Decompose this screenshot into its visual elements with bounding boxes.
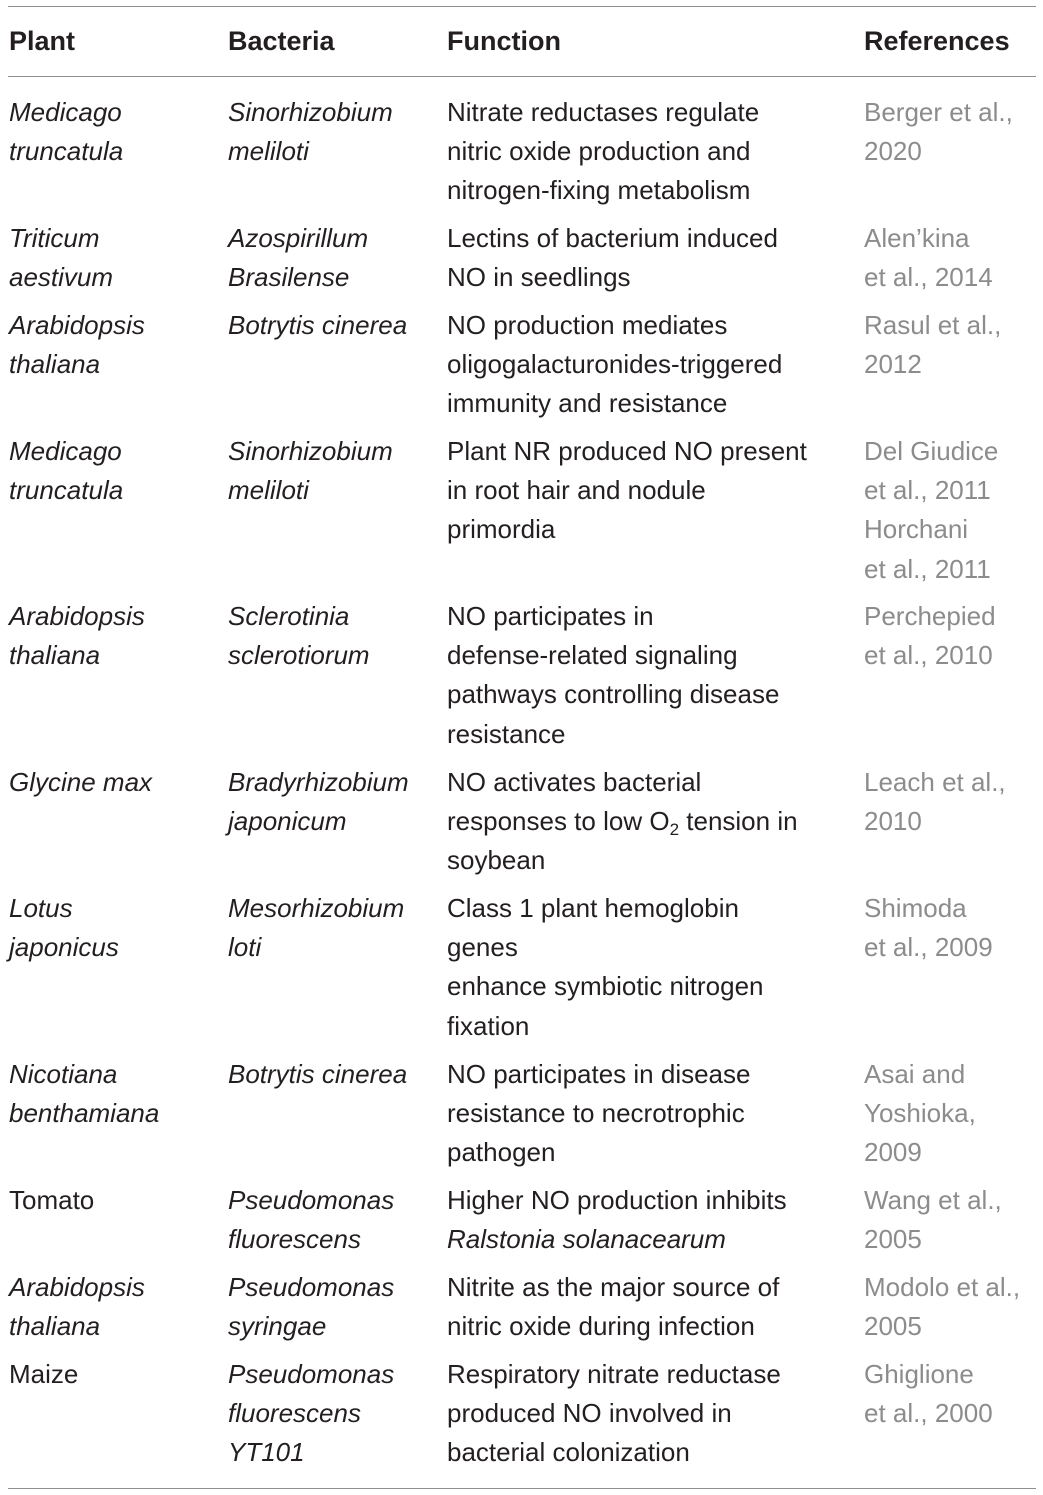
cell-function: Class 1 plant hemoglobin genes enhance symbiotic nitrogen fixation (447, 893, 764, 1041)
table-row (0, 1181, 1043, 1268)
table-row (0, 1355, 1043, 1481)
table-row (0, 597, 1043, 763)
cell-references: Wang et al., 2005 (864, 1185, 1002, 1255)
cell-function: Nitrite as the major source of nitric oxide during infection (447, 1272, 780, 1342)
cell-bacteria: Pseudomonas syringae (228, 1272, 395, 1342)
cell-bacteria: Pseudomonas fluorescens YT101 (228, 1359, 395, 1468)
cell-plant: Triticum aestivum (9, 223, 114, 293)
cell-references: Shimoda et al., 2009 (864, 893, 993, 963)
table-row (0, 432, 1043, 597)
cell-plant: Lotus japonicus (9, 893, 119, 963)
header-bacteria: Bacteria (228, 26, 335, 56)
cell-plant: Nicotiana benthamiana (9, 1059, 160, 1129)
cell-bacteria: Sclerotinia sclerotiorum (228, 601, 370, 671)
cell-bacteria: Botrytis cinerea (228, 1059, 408, 1089)
cell-function: NO activates bacterial responses to low $O_2$ tension in soybean (447, 767, 798, 876)
cell-references: Alen’kina et al., 2014 (864, 223, 993, 293)
cell-function: NO participates in defense-related signaling pathways controlling disease resistance (447, 601, 780, 749)
cell-function: Respiratory nitrate reductase produced NO involved in bacterial colonization (447, 1359, 781, 1468)
cell-plant: Glycine max (9, 767, 153, 797)
header-function: Function (447, 26, 561, 56)
table-row (0, 763, 1043, 889)
table-row (0, 1055, 1043, 1181)
cell-bacteria: Sinorhizobium meliloti (228, 97, 393, 167)
table-row (0, 93, 1043, 219)
cell-function: NO production mediates oligogalacturonides-triggered immunity and resistance (447, 310, 783, 419)
cell-function: Higher NO production inhibits Ralstonia solanacearum (447, 1185, 787, 1255)
cell-plant: Tomato (9, 1185, 95, 1215)
table-bottom-rule (8, 1488, 1036, 1489)
cell-references: Berger et al., 2020 (864, 97, 1013, 167)
cell-references: Del Giudice et al., 2011 Horchani et al., 2011 (864, 436, 999, 584)
cell-function: Nitrate reductases regulate nitric oxide production and nitrogen-fixing metabolism (447, 97, 760, 206)
table-top-rule (8, 6, 1036, 7)
cell-function: NO participates in disease resistance to necrotrophic pathogen (447, 1059, 751, 1168)
cell-bacteria: Sinorhizobium meliloti (228, 436, 393, 506)
cell-function: Plant NR produced NO present in root hair and nodule primordia (447, 436, 807, 545)
subscript-2: 2 (669, 820, 680, 840)
cell-function: Lectins of bacterium induced NO in seedlings (447, 223, 778, 293)
cell-bacteria: Botrytis cinerea (228, 310, 408, 340)
cell-plant: Arabidopsis thaliana (9, 601, 145, 671)
header-references: References (864, 26, 1010, 56)
cell-references: Perchepied et al., 2010 (864, 601, 996, 671)
cell-bacteria: Mesorhizobium loti (228, 893, 405, 963)
cell-plant: Medicago truncatula (9, 436, 124, 506)
table-row (0, 1268, 1043, 1355)
cell-bacteria: Pseudomonas fluorescens (228, 1185, 395, 1255)
cell-references: Leach et al., 2010 (864, 767, 1006, 837)
cell-references: Ghiglione et al., 2000 (864, 1359, 993, 1429)
cell-plant: Medicago truncatula (9, 97, 124, 167)
cell-references: Rasul et al., 2012 (864, 310, 1002, 380)
table-body (0, 93, 1043, 1481)
table-row (0, 219, 1043, 306)
cell-references: Asai and Yoshioka, 2009 (864, 1059, 976, 1168)
header-rule (8, 76, 1036, 77)
table-row (0, 306, 1043, 432)
table-row (0, 889, 1043, 1055)
cell-plant: Maize (9, 1359, 79, 1389)
cell-plant: Arabidopsis thaliana (9, 310, 145, 380)
cell-references: Modolo et al., 2005 (864, 1272, 1021, 1342)
header-plant: Plant (9, 26, 76, 56)
cell-plant: Arabidopsis thaliana (9, 1272, 145, 1342)
cell-bacteria: Bradyrhizobium japonicum (228, 767, 409, 837)
cell-bacteria: Azospirillum Brasilense (228, 223, 369, 293)
